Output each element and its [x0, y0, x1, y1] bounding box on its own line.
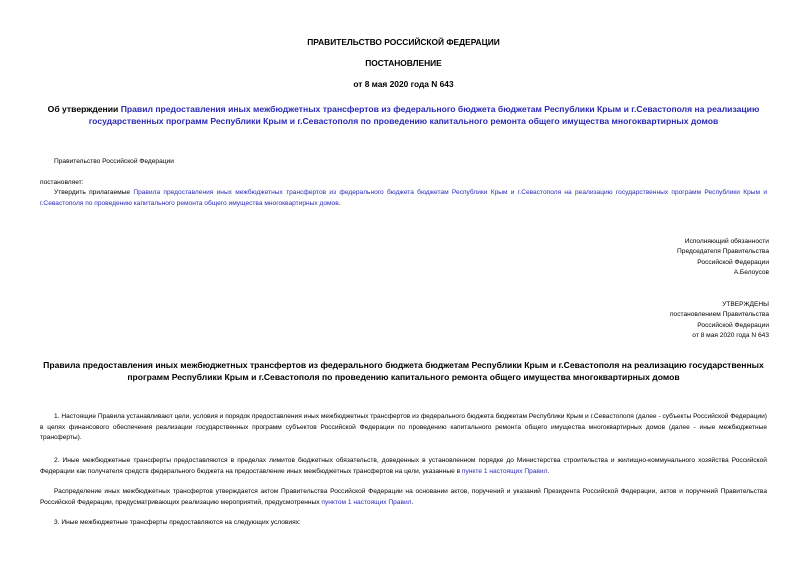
signature-position-2: Председателя Правительства: [677, 248, 769, 256]
paragraph-2-link[interactable]: пункте 1 настоящих Правил: [461, 467, 548, 475]
title-prefix: Об утверждении: [47, 104, 121, 114]
paragraph-3: [40, 487, 767, 508]
approve-rules-link[interactable]: Правила предоставления иных межбюджетных трансфертов из федерального бюджета бюджетам Республики Крым и г.Севастополя на реализацию государственных программ Республики Крым и г.Севастополя по проведению капитального ремонта общего имущества многоквартирных домов: [40, 189, 767, 207]
signature-block: [569, 237, 769, 279]
paragraph-3-end: .: [411, 498, 414, 506]
approve-suffix: .: [338, 199, 341, 207]
signature-country: Российской Федерации: [697, 258, 769, 266]
approval-stamp: [569, 300, 769, 342]
rules-title: Правила предоставления иных межбюджетных трансфертов из федерального бюджета бюджетам Республики Крым и г.Севастополя на реализацию государственных программ Республики Крым и г.Севастополя по проведению капитального ремонта общего имущества многоквартирных домов: [43, 360, 764, 382]
document-title: [40, 103, 767, 127]
approval-approved: УТВЕРЖДЕНЫ: [722, 301, 769, 308]
approval-country: Российской Федерации: [697, 321, 769, 329]
paragraph-3-text: Распределение иных межбюджетных трансфертов утверждается актом Правительства Российской Федерации на основании актов, поручений и указаний Президента Российской Федерации, актов и поручений Правительства Российской Федерации, предусматривающих реализацию мероприятий, предусмотренных: [40, 488, 767, 506]
preamble-resolves: постановляет:: [40, 179, 84, 186]
approval-by: постановлением Правительства: [669, 311, 769, 319]
government-name: ПРАВИТЕЛЬСТВО РОССИЙСКОЙ ФЕДЕРАЦИИ: [307, 37, 500, 47]
paragraph-3-link[interactable]: пунктом 1 настоящих Правил: [321, 498, 412, 506]
approve-paragraph: [40, 188, 767, 209]
paragraph-2-end: .: [547, 467, 550, 475]
title-rules-link[interactable]: Правил предоставления иных межбюджетных трансфертов из федерального бюджета бюджетам Республики Крым и г.Севастополя на реализацию государственных программ Республики Крым и г.Севастополя по проведению капитального ремонта общего имущества многоквартирных домов: [88, 104, 760, 126]
signature-position: Исполняющий обязанности: [684, 238, 769, 245]
paragraph-1: 1. Настоящие Правила устанавливают цели, условия и порядок предоставления иных межбюджетных трансфертов из федерального бюджета бюджетам Республики Крым и г.Севастополя (далее - субъекты Российской Федерации) в целях финансового обеспечения реализации государственных программ субъектов Российской Федерации по проведению капитального ремонта общего имущества многоквартирных домов (далее - иные межбюджетные трансферты).: [40, 413, 767, 441]
paragraph-2-text: 2. Иные межбюджетные трансферты предоставляются в пределах лимитов бюджетных обязательств, доведенных в установленном порядке до Министерства строительства и жилищно-коммунального хозяйства Российской Федерации как получателя средств федерального бюджета на предоставление иных межбюджетных трансфертов на цели, указанные в: [40, 457, 767, 475]
approval-date: от 8 мая 2020 года N 643: [692, 332, 769, 340]
document-date: от 8 мая 2020 года N 643: [353, 79, 454, 89]
paragraph-4: 3. Иные межбюджетные трансферты предоставляются на следующих условиях:: [54, 519, 301, 526]
document-type: ПОСТАНОВЛЕНИЕ: [365, 58, 442, 68]
approve-prefix: Утвердить прилагаемые: [54, 189, 134, 196]
preamble-government: Правительство Российской Федерации: [54, 158, 174, 165]
signature-name: А.Белоусов: [733, 269, 769, 277]
paragraph-2: [40, 456, 767, 477]
